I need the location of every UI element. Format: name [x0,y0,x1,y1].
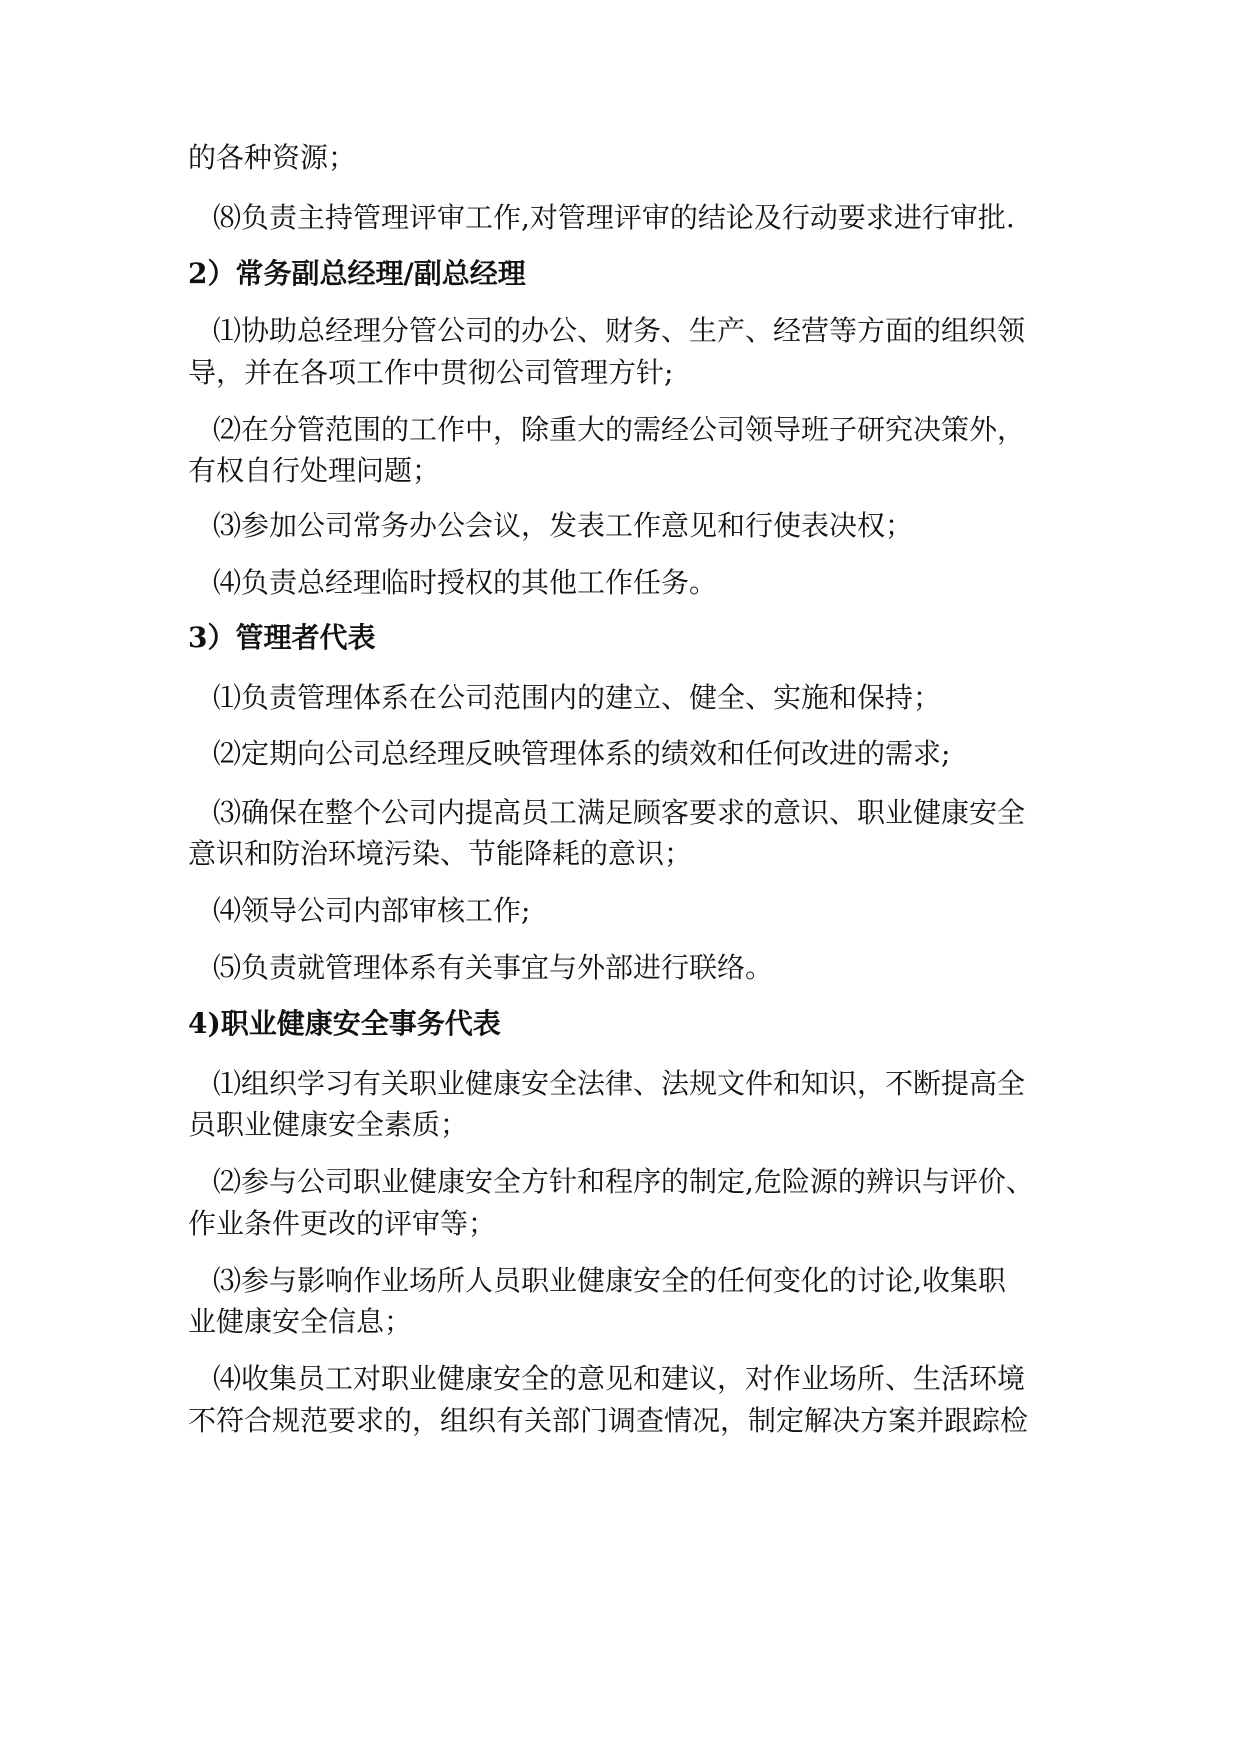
list-item: ⑻负责主持管理评审工作,对管理评审的结论及行动要求进行审批. [213,201,1015,234]
list-item: ⑴负责管理体系在公司范围内的建立、健全、实施和保持； [213,681,942,714]
list-item: ⑶参与影响作业场所人员职业健康安全的任何变化的讨论,收集职 [213,1264,1006,1297]
list-item: ⑵定期向公司总经理反映管理体系的绩效和任何改进的需求; [213,737,951,770]
list-item: ⑵参与公司职业健康安全方针和程序的制定,危险源的辨识与评价、 [213,1165,1034,1198]
text-line: 不符合规范要求的，组织有关部门调查情况，制定解决方案并跟踪检 [188,1404,1029,1437]
text-line: 导，并在各项工作中贯彻公司管理方针; [188,356,674,389]
list-item: ⑸负责就管理体系有关事宜与外部进行联络。 [213,951,774,984]
text-line: 业健康安全信息； [188,1305,413,1338]
text-line: 的各种资源； [188,141,357,174]
text-line: 意识和防治环境污染、节能降耗的意识； [188,837,693,870]
text-line: 员职业健康安全素质； [188,1108,469,1141]
list-item: ⑶确保在整个公司内提高员工满足顾客要求的意识、职业健康安全 [213,796,1026,829]
list-item: ⑷负责总经理临时授权的其他工作任务。 [213,566,718,599]
text-line: 作业条件更改的评审等； [188,1207,497,1240]
list-item: ⑷收集员工对职业健康安全的意见和建议，对作业场所、生活环境 [213,1362,1026,1395]
section-heading: 2）常务副总经理/副总经理 [188,257,526,290]
list-item: ⑶参加公司常务办公会议，发表工作意见和行使表决权； [213,509,914,542]
list-item: ⑴组织学习有关职业健康安全法律、法规文件和知识，不断提高全 [213,1067,1026,1100]
list-item: ⑷领导公司内部审核工作; [213,894,531,927]
section-heading: 4)职业健康安全事务代表 [188,1007,501,1040]
list-item: ⑵在分管范围的工作中，除重大的需经公司领导班子研究决策外， [213,413,1026,446]
list-item: ⑴协助总经理分管公司的办公、财务、生产、经营等方面的组织领 [213,314,1026,347]
section-heading: 3）管理者代表 [188,621,376,654]
text-line: 有权自行处理问题； [188,454,441,487]
